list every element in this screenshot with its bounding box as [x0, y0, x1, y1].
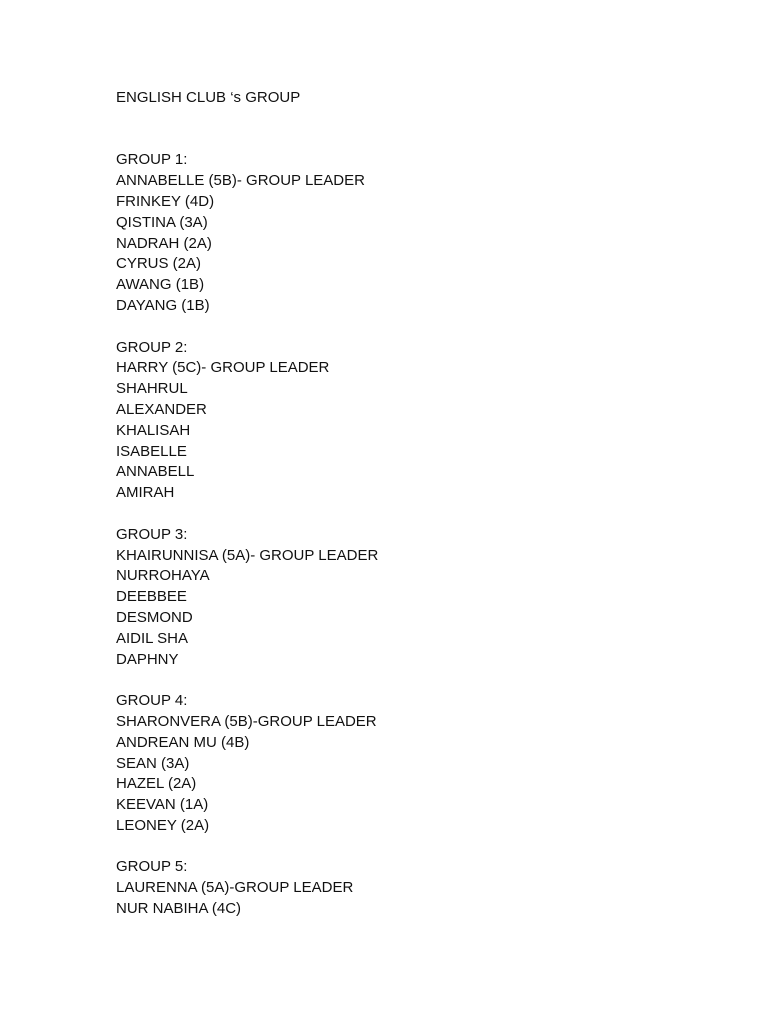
- document-body: [116, 88, 378, 920]
- group-member: DEEBBEE: [116, 588, 187, 606]
- group-member: CYRUS (2A): [116, 255, 202, 273]
- group-5: [116, 857, 378, 919]
- group-member: ANNABELL: [116, 463, 195, 481]
- document-title: ENGLISH CLUB ‘s GROUP: [116, 89, 301, 106]
- group-member: KHAIRUNNISA (5A)- GROUP LEADER: [116, 546, 379, 564]
- group-4: [116, 691, 378, 837]
- group-member: ISABELLE: [116, 442, 187, 460]
- group-member: DAYANG (1B): [116, 296, 210, 314]
- group-member: NUR NABIHA (4C): [116, 900, 242, 918]
- group-member: LEONEY (2A): [116, 816, 210, 834]
- group-member: ANNABELLE (5B)- GROUP LEADER: [116, 172, 365, 190]
- group-member: NADRAH (2A): [116, 234, 212, 252]
- group-heading: GROUP 4:: [116, 692, 188, 710]
- group-heading: GROUP 5:: [116, 858, 188, 876]
- group-3: [116, 525, 378, 671]
- group-member: HAZEL (2A): [116, 775, 197, 793]
- group-2: [116, 338, 378, 504]
- group-member: SHARONVERA (5B)-GROUP LEADER: [116, 712, 377, 730]
- group-member: LAURENNA (5A)-GROUP LEADER: [116, 879, 354, 897]
- group-member: SHAHRUL: [116, 380, 188, 398]
- group-heading: GROUP 2:: [116, 338, 188, 356]
- group-member: AIDIL SHA: [116, 629, 188, 647]
- group-member: ALEXANDER: [116, 400, 207, 418]
- group-member: HARRY (5C)- GROUP LEADER: [116, 359, 330, 377]
- group-member: FRINKEY (4D): [116, 192, 215, 210]
- group-member: KHALISAH: [116, 421, 191, 439]
- group-heading: GROUP 1:: [116, 151, 188, 169]
- group-member: DAPHNY: [116, 650, 179, 668]
- group-1: [116, 150, 378, 316]
- group-heading: GROUP 3:: [116, 525, 188, 543]
- group-member: DESMOND: [116, 608, 193, 626]
- group-member: SEAN (3A): [116, 754, 190, 772]
- group-member: NURROHAYA: [116, 567, 210, 585]
- group-member: AWANG (1B): [116, 276, 205, 294]
- group-member: QISTINA (3A): [116, 213, 208, 231]
- group-member: ANDREAN MU (4B): [116, 733, 250, 751]
- group-member: KEEVAN (1A): [116, 796, 209, 814]
- group-member: AMIRAH: [116, 484, 175, 502]
